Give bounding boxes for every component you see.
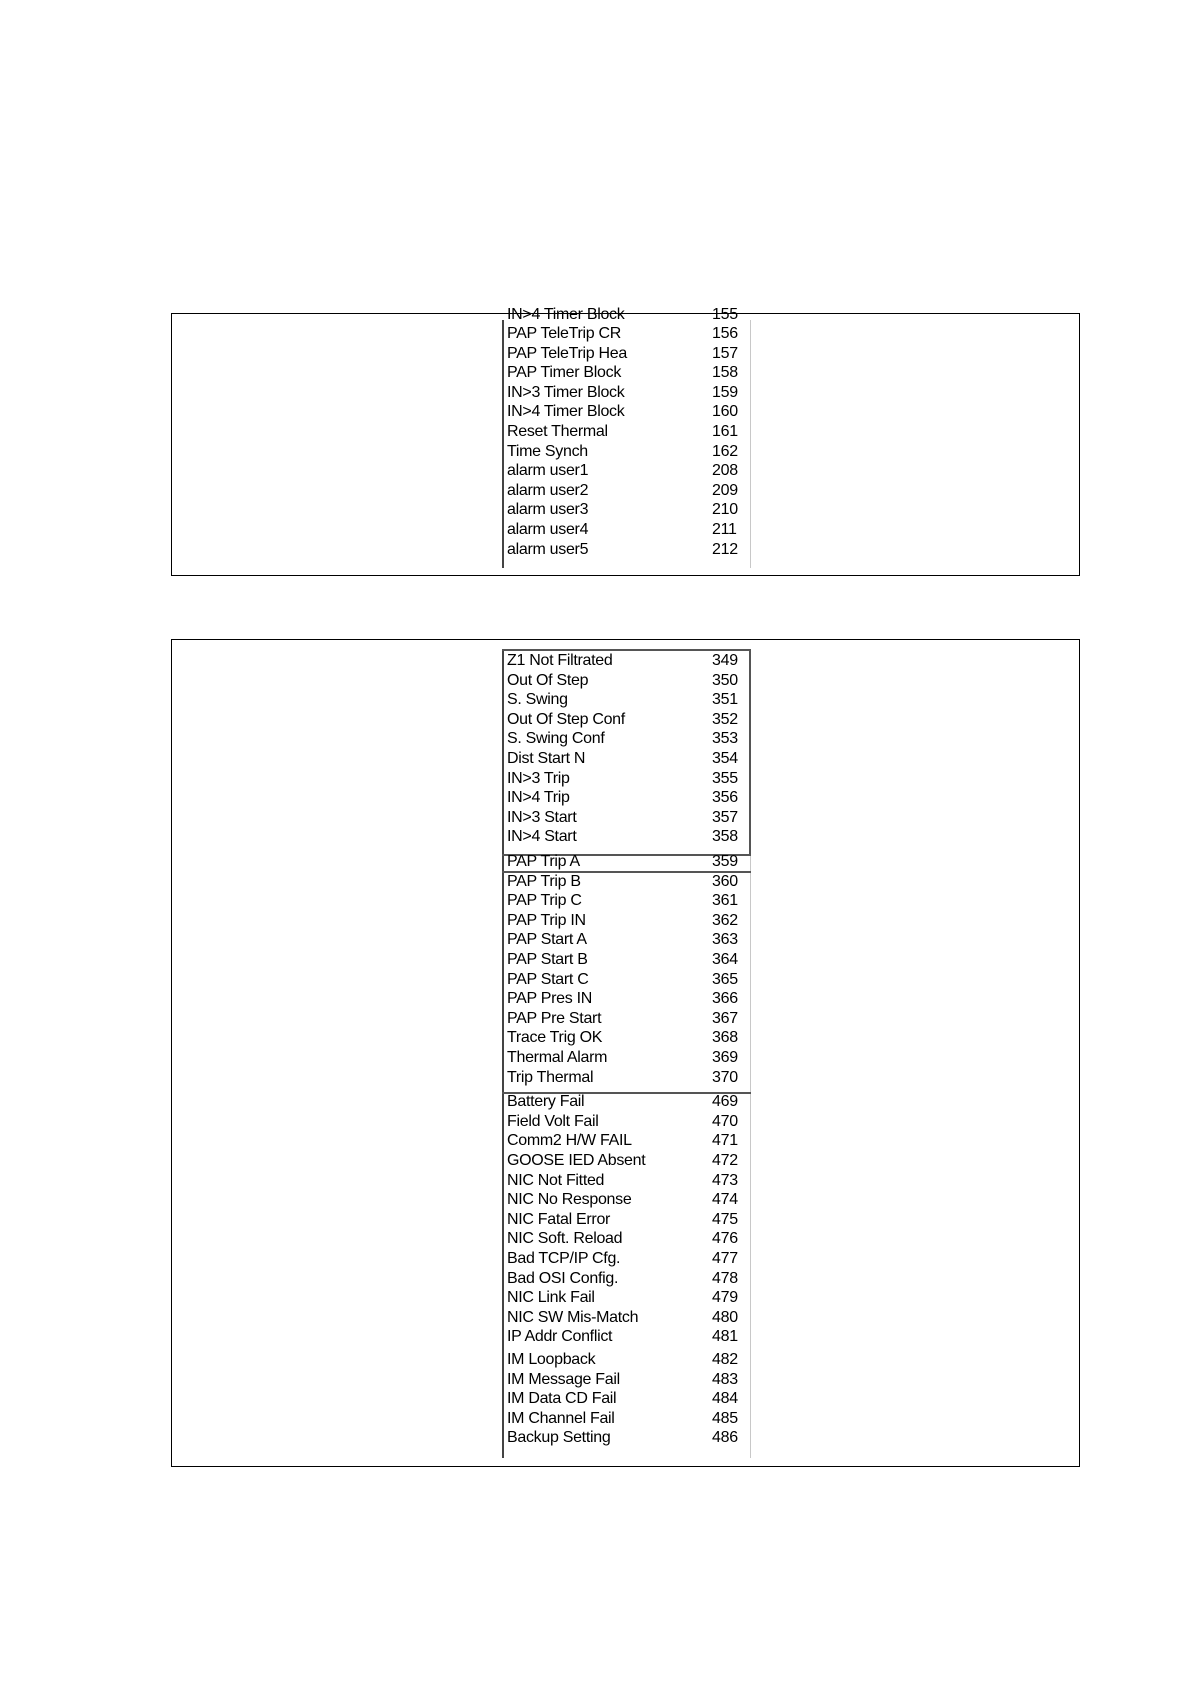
signal-number: 368 [712,1029,738,1047]
signal-number: 355 [712,769,738,787]
signal-label: Out Of Step [507,671,589,689]
top-signal-list[interactable] [502,306,752,568]
list-item[interactable] [502,422,752,442]
list-item[interactable] [502,1112,752,1132]
signal-number: 360 [712,872,738,890]
signal-label: PAP Trip A [507,853,580,870]
list-item[interactable] [502,500,752,520]
signal-number: 476 [712,1230,738,1248]
signal-label: GOOSE IED Absent [507,1152,646,1169]
signal-label: PAP Start A [507,931,587,949]
list-item[interactable] [502,808,752,828]
signal-label: IM Data CD Fail [507,1390,617,1408]
list-item[interactable] [502,1389,752,1409]
signal-number: 365 [712,970,738,988]
signal-number: 479 [712,1289,738,1307]
signal-number: 209 [712,481,738,499]
signal-number: 474 [712,1191,738,1209]
list-item[interactable] [502,1171,752,1191]
list-item[interactable] [502,749,752,769]
signal-label: S. Swing Conf [507,730,605,748]
list-item[interactable] [502,1269,752,1289]
signal-number: 357 [712,808,738,826]
list-item[interactable] [502,1151,752,1171]
list-item[interactable] [502,989,752,1009]
signal-number: 486 [712,1429,738,1447]
signal-label: IN>3 Timer Block [507,383,625,401]
signal-number: 361 [712,892,738,910]
signal-label: Trip Thermal [507,1068,594,1086]
signal-number: 481 [712,1328,738,1346]
list-item[interactable] [502,1009,752,1029]
signal-number: 484 [712,1390,738,1408]
signal-label: PAP TeleTrip CR [507,325,622,342]
list-item[interactable] [502,1048,752,1068]
signal-number: 208 [712,462,738,480]
list-item[interactable] [502,651,752,671]
list-item[interactable] [502,788,752,808]
list-item[interactable] [502,1350,752,1370]
signal-number: 353 [712,730,738,748]
list-item[interactable] [502,1370,752,1390]
signal-label: NIC Soft. Reload [507,1230,623,1248]
signal-label: IN>4 Timer Block [507,306,625,323]
signal-number: 370 [712,1068,738,1086]
list-item[interactable] [502,872,752,892]
list-item[interactable] [502,1190,752,1210]
signal-label: PAP Trip C [507,892,582,910]
signal-label: IM Channel Fail [507,1409,615,1427]
signal-number: 359 [712,853,738,870]
signal-number: 482 [712,1351,738,1368]
list-item[interactable] [502,950,752,970]
signal-label: PAP Start C [507,970,589,988]
list-item[interactable] [502,1229,752,1249]
signal-label: PAP Pre Start [507,1009,602,1027]
list-item[interactable] [502,383,752,403]
list-item[interactable] [502,1308,752,1328]
signal-number: 358 [712,828,738,846]
signal-label: NIC No Response [507,1191,632,1209]
signal-label: alarm user3 [507,501,589,519]
signal-label: Bad OSI Config. [507,1269,619,1287]
signal-number: 485 [712,1409,738,1427]
signal-label: alarm user5 [507,540,589,558]
signal-number: 366 [712,990,738,1008]
signal-number: 210 [712,501,738,519]
signal-number: 354 [712,750,738,767]
signal-number: 480 [712,1308,738,1326]
list-item[interactable] [502,481,752,501]
signal-number: 362 [712,911,738,929]
signal-number: 469 [712,1093,738,1111]
signal-label: Backup Setting [507,1429,611,1447]
list-item[interactable] [502,769,752,789]
list-item[interactable] [502,671,752,691]
list-item[interactable] [502,911,752,931]
list-item[interactable] [502,1428,752,1448]
signal-number: 352 [712,710,738,728]
top-screenshot-frame [171,306,1080,576]
signal-number: 475 [712,1210,738,1228]
list-item[interactable] [502,690,752,710]
list-item[interactable] [502,970,752,990]
signal-label: IM Loopback [507,1351,596,1368]
list-item[interactable] [502,1327,752,1347]
signal-label: Comm2 H/W FAIL [507,1132,632,1150]
signal-label: alarm user1 [507,462,589,480]
list-item[interactable] [502,930,752,950]
signal-number: 363 [712,931,738,949]
signal-label: IP Addr Conflict [507,1328,613,1346]
signal-number: 356 [712,789,738,807]
signal-number: 472 [712,1152,738,1169]
signal-label: PAP TeleTrip Hea [507,344,628,362]
signal-label: Dist Start N [507,750,586,767]
signal-number: 161 [712,423,738,440]
signal-number: 351 [712,691,738,709]
signal-label: IM Message Fail [507,1370,620,1388]
signal-number: 483 [712,1370,738,1388]
signal-label: NIC SW Mis-Match [507,1308,639,1326]
signal-number: 157 [712,344,738,362]
bottom-signal-list[interactable] [502,649,752,1458]
signal-label: Reset Thermal [507,423,608,440]
list-item[interactable] [502,363,752,383]
signal-label: IN>4 Trip [507,789,570,807]
list-item[interactable] [502,852,752,872]
list-item[interactable] [502,442,752,462]
signal-number: 478 [712,1269,738,1287]
list-item[interactable] [502,520,752,540]
list-item[interactable] [502,540,752,560]
signal-number: 158 [712,364,738,382]
signal-label: IN>3 Trip [507,769,570,787]
signal-label: Trace Trig OK [507,1029,603,1047]
signal-number: 155 [712,306,738,323]
signal-label: IN>3 Start [507,808,577,826]
signal-label: PAP Timer Block [507,364,622,382]
signal-label: alarm user2 [507,481,589,499]
bottom-screenshot-frame [171,639,1080,1467]
signal-label: Battery Fail [507,1093,585,1111]
signal-label: PAP Trip IN [507,911,586,929]
list-item[interactable] [502,1288,752,1308]
list-item[interactable] [502,1210,752,1230]
signal-label: Bad TCP/IP Cfg. [507,1250,621,1267]
signal-label: NIC Fatal Error [507,1210,611,1228]
list-item[interactable] [502,1131,752,1151]
signal-number: 470 [712,1112,738,1130]
list-item[interactable] [502,324,752,344]
signal-label: IN>4 Start [507,828,577,846]
list-item[interactable] [502,402,752,422]
signal-number: 162 [712,442,738,460]
list-item[interactable] [502,1028,752,1048]
list-item-partial[interactable] [502,306,752,324]
signal-label: Thermal Alarm [507,1049,608,1066]
signal-label: PAP Trip B [507,872,581,890]
signal-number: 369 [712,1049,738,1066]
signal-label: IN>4 Timer Block [507,403,625,421]
signal-label: alarm user4 [507,521,589,538]
list-item[interactable] [502,1068,752,1088]
signal-number: 473 [712,1171,738,1189]
list-item[interactable] [502,891,752,911]
signal-label: PAP Start B [507,951,588,968]
signal-label: S. Swing [507,691,568,709]
signal-number: 477 [712,1250,738,1267]
list-item[interactable] [502,729,752,749]
signal-label: NIC Not Fitted [507,1171,605,1189]
list-item[interactable] [502,461,752,481]
signal-number: 471 [712,1132,738,1150]
list-item[interactable] [502,710,752,730]
signal-number: 350 [712,671,738,689]
signal-number: 159 [712,383,738,401]
signal-label: NIC Link Fail [507,1289,595,1307]
signal-label: Z1 Not Filtrated [507,652,613,669]
signal-number: 212 [712,540,738,558]
signal-label: Time Synch [507,442,588,460]
signal-number: 367 [712,1009,738,1027]
list-item[interactable] [502,1249,752,1269]
signal-number: 160 [712,403,738,421]
signal-number: 156 [712,325,738,342]
list-item[interactable] [502,827,752,847]
signal-number: 349 [712,652,738,669]
signal-label: Field Volt Fail [507,1112,599,1130]
signal-label: Out Of Step Conf [507,710,625,728]
signal-number: 364 [712,951,738,968]
signal-label: PAP Pres IN [507,990,593,1008]
list-item[interactable] [502,1092,752,1112]
signal-number: 211 [712,521,737,538]
list-item[interactable] [502,344,752,364]
list-item[interactable] [502,1409,752,1429]
